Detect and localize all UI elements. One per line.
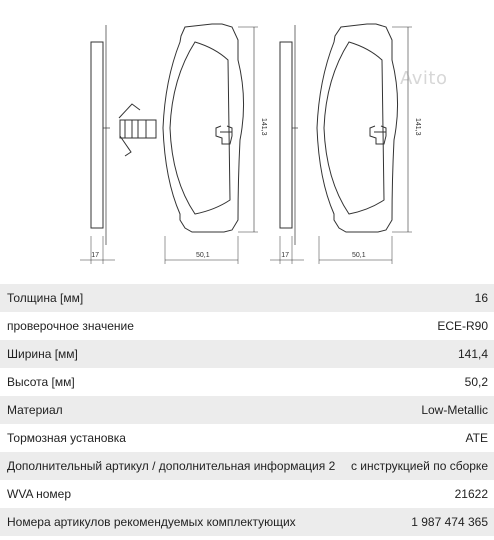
spec-row xyxy=(0,452,494,480)
right-height-label: 141,3 xyxy=(414,118,421,136)
right-width-label: 50,1 xyxy=(352,252,366,259)
spec-label: Ширина [мм] xyxy=(7,347,78,361)
spec-value: 21622 xyxy=(454,487,488,501)
spec-value: ATE xyxy=(465,431,488,445)
spec-label: Материал xyxy=(7,403,63,417)
right-thickness-label: 17 xyxy=(281,252,289,259)
spec-value: 50,2 xyxy=(464,375,488,389)
specs-table xyxy=(0,284,494,536)
spec-row xyxy=(0,284,494,312)
spec-label: Толщина [мм] xyxy=(7,291,84,305)
left-width-label: 50,1 xyxy=(196,252,210,259)
spec-value: Low-Metallic xyxy=(421,403,488,417)
spec-label: проверочное значение xyxy=(7,319,134,333)
spec-row xyxy=(0,396,494,424)
spec-label: Номера артикулов рекомендуемых комплектующих xyxy=(7,515,296,529)
spec-label: Высота [мм] xyxy=(7,375,75,389)
spec-row xyxy=(0,340,494,368)
right-side-plate xyxy=(280,42,292,228)
spec-value: 141,4 xyxy=(457,347,488,361)
spec-label: WVA номер xyxy=(7,487,72,501)
spec-row xyxy=(0,424,494,452)
spec-value: с инструкцией по сборке xyxy=(350,459,488,473)
spec-value: ECE-R90 xyxy=(437,319,488,333)
left-clip-wire xyxy=(119,104,140,118)
left-thickness-label: 17 xyxy=(91,252,99,259)
spec-row xyxy=(0,508,494,536)
right-pad-friction xyxy=(324,42,384,214)
spec-value: 16 xyxy=(474,291,488,305)
spec-row xyxy=(0,480,494,508)
left-pad-friction xyxy=(170,42,230,214)
spec-label: Тормозная установка xyxy=(7,431,126,445)
left-height-label: 141,3 xyxy=(260,118,267,136)
spec-row xyxy=(0,312,494,340)
watermark: Avito xyxy=(400,68,448,89)
spec-row xyxy=(0,368,494,396)
spec-value: 1 987 474 365 xyxy=(411,515,488,529)
spec-label: Дополнительный артикул / дополнительная информация 2 xyxy=(7,459,336,473)
left-side-plate xyxy=(91,42,103,228)
